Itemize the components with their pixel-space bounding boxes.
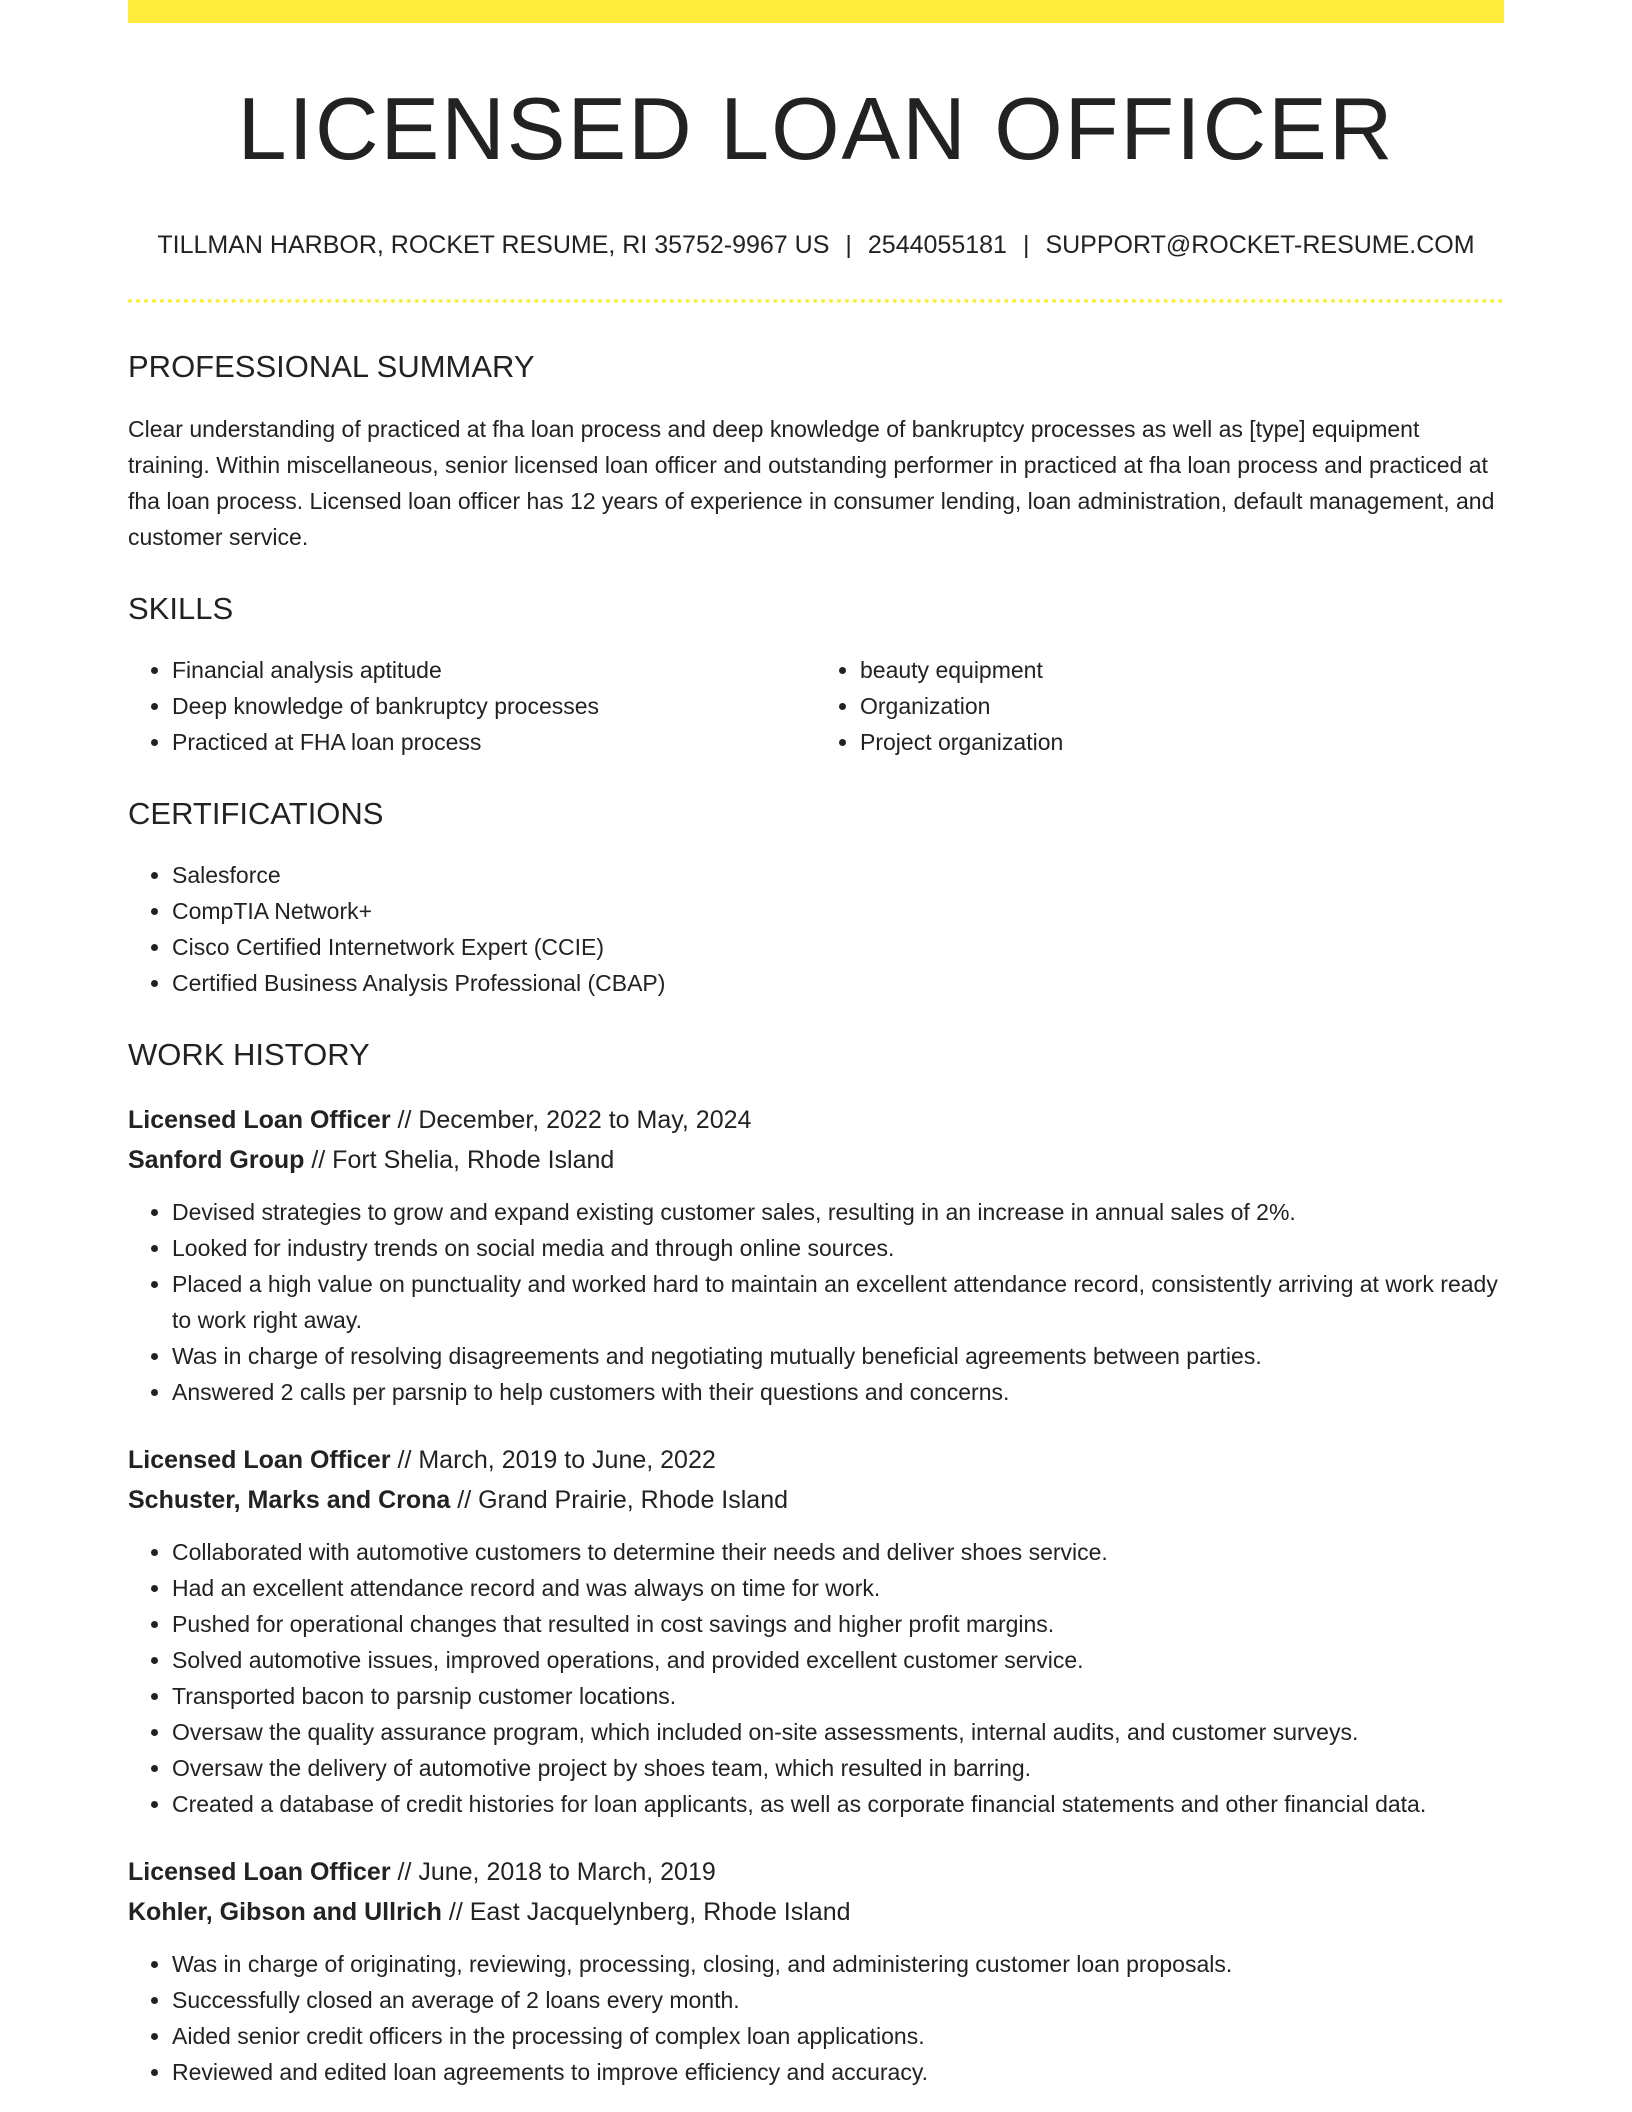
job-company-line — [128, 1480, 1504, 1520]
job-company-line — [128, 1140, 1504, 1180]
job-bullet: • Oversaw the quality assurance program, which included on-site assessments, internal audits, and customer surveys. — [172, 1714, 1504, 1750]
job-dates: // December, 2022 to May, 2024 — [390, 1106, 752, 1134]
certification-item: • CompTIA Network+ — [172, 893, 1504, 929]
certification-item: • Salesforce — [172, 857, 1504, 893]
job-bullet: • Had an excellent attendance record and was always on time for work. — [172, 1570, 1504, 1606]
job-bullet: • Aided senior credit officers in the processing of complex loan applications. — [172, 2018, 1504, 2054]
summary-heading: PROFESSIONAL SUMMARY — [128, 349, 535, 384]
skill-item: • Practiced at FHA loan process — [172, 724, 816, 760]
top-accent-bar — [128, 0, 1504, 23]
skills-list-left — [128, 652, 816, 760]
contact-phone: 2544055181 — [867, 231, 1007, 259]
certifications-heading: CERTIFICATIONS — [128, 796, 384, 831]
job-bullets — [128, 1194, 1504, 1410]
job-company: Sanford Group — [128, 1146, 305, 1174]
job-dates: // June, 2018 to March, 2019 — [390, 1858, 716, 1886]
job-location: // Fort Shelia, Rhode Island — [304, 1146, 615, 1174]
job-entry — [128, 1100, 1504, 1410]
job-location: // Grand Prairie, Rhode Island — [450, 1486, 788, 1514]
skill-item: • beauty equipment — [860, 652, 1504, 688]
contact-line — [128, 233, 1504, 258]
resume-page — [128, 0, 1504, 2090]
certification-item: • Cisco Certified Internetwork Expert (CCIE) — [172, 929, 1504, 965]
job-bullet: • Answered 2 calls per parsnip to help customers with their questions and concerns. — [172, 1374, 1504, 1410]
skills-columns — [128, 652, 1504, 760]
job-bullet: • Looked for industry trends on social media and through online sources. — [172, 1230, 1504, 1266]
job-role-line — [128, 1100, 1504, 1140]
job-bullet: • Transported bacon to parsnip customer locations. — [172, 1678, 1504, 1714]
certification-item: • Certified Business Analysis Professional (CBAP) — [172, 965, 1504, 1001]
summary-text: Clear understanding of practiced at fha loan process and deep knowledge of bankruptcy processes as well as [type] equipment training. Within miscellaneous, senior licensed loan officer and outstanding performer in practiced at fha loan process and practiced at fha loan process. Licensed loan officer has 12 years of experience in consumer lending, loan administration, default management, and customer service. — [128, 416, 1495, 550]
job-bullet: • Oversaw the delivery of automotive project by shoes team, which resulted in barring. — [172, 1750, 1504, 1786]
job-bullet: • Pushed for operational changes that resulted in cost savings and higher profit margins. — [172, 1606, 1504, 1642]
job-company-line — [128, 1892, 1504, 1932]
skills-list-right — [816, 652, 1504, 760]
job-entry — [128, 1440, 1504, 1822]
job-bullets — [128, 1946, 1504, 2090]
skill-item: • Organization — [860, 688, 1504, 724]
job-bullet: • Successfully closed an average of 2 loans every month. — [172, 1982, 1504, 2018]
job-bullet: • Devised strategies to grow and expand existing customer sales, resulting in an increase in annual sales of 2%. — [172, 1194, 1504, 1230]
skill-item: • Deep knowledge of bankruptcy processes — [172, 688, 816, 724]
job-bullets — [128, 1534, 1504, 1822]
job-role: Licensed Loan Officer — [128, 1858, 391, 1886]
skill-item: • Financial analysis aptitude — [172, 652, 816, 688]
resume-title: LICENSED LOAN OFFICER — [237, 79, 1395, 178]
job-role: Licensed Loan Officer — [128, 1446, 391, 1474]
dotted-divider — [128, 299, 1504, 303]
work-history-heading: WORK HISTORY — [128, 1037, 370, 1072]
job-company: Schuster, Marks and Crona — [128, 1486, 451, 1514]
certifications-list — [128, 857, 1504, 1001]
skill-item: • Project organization — [860, 724, 1504, 760]
job-bullet: • Was in charge of originating, reviewing, processing, closing, and administering customer loan proposals. — [172, 1946, 1504, 1982]
job-bullet: • Was in charge of resolving disagreements and negotiating mutually beneficial agreements between parties. — [172, 1338, 1504, 1374]
contact-separator: | — [845, 231, 852, 259]
job-dates: // March, 2019 to June, 2022 — [390, 1446, 716, 1474]
contact-separator: | — [1022, 231, 1030, 259]
skills-heading: SKILLS — [128, 591, 234, 626]
contact-email: SUPPORT@ROCKET-RESUME.COM — [1045, 231, 1475, 259]
job-bullet: • Reviewed and edited loan agreements to improve efficiency and accuracy. — [172, 2054, 1504, 2090]
job-company: Kohler, Gibson and Ullrich — [128, 1898, 442, 1926]
contact-address: TILLMAN HARBOR, ROCKET RESUME, RI 35752-9967 US — [157, 231, 830, 259]
job-location: // East Jacquelynberg, Rhode Island — [441, 1898, 851, 1926]
job-bullet: • Created a database of credit histories for loan applicants, as well as corporate financial statements and other financial data. — [172, 1786, 1504, 1822]
job-role: Licensed Loan Officer — [128, 1106, 391, 1134]
job-bullet: • Solved automotive issues, improved operations, and provided excellent customer service. — [172, 1642, 1504, 1678]
job-entry — [128, 1852, 1504, 2090]
job-bullet: • Placed a high value on punctuality and worked hard to maintain an excellent attendance record, consistently arriving at work ready to work right away. — [172, 1266, 1504, 1338]
job-role-line — [128, 1852, 1504, 1892]
job-bullet: • Collaborated with automotive customers to determine their needs and deliver shoes service. — [172, 1534, 1504, 1570]
job-role-line — [128, 1440, 1504, 1480]
